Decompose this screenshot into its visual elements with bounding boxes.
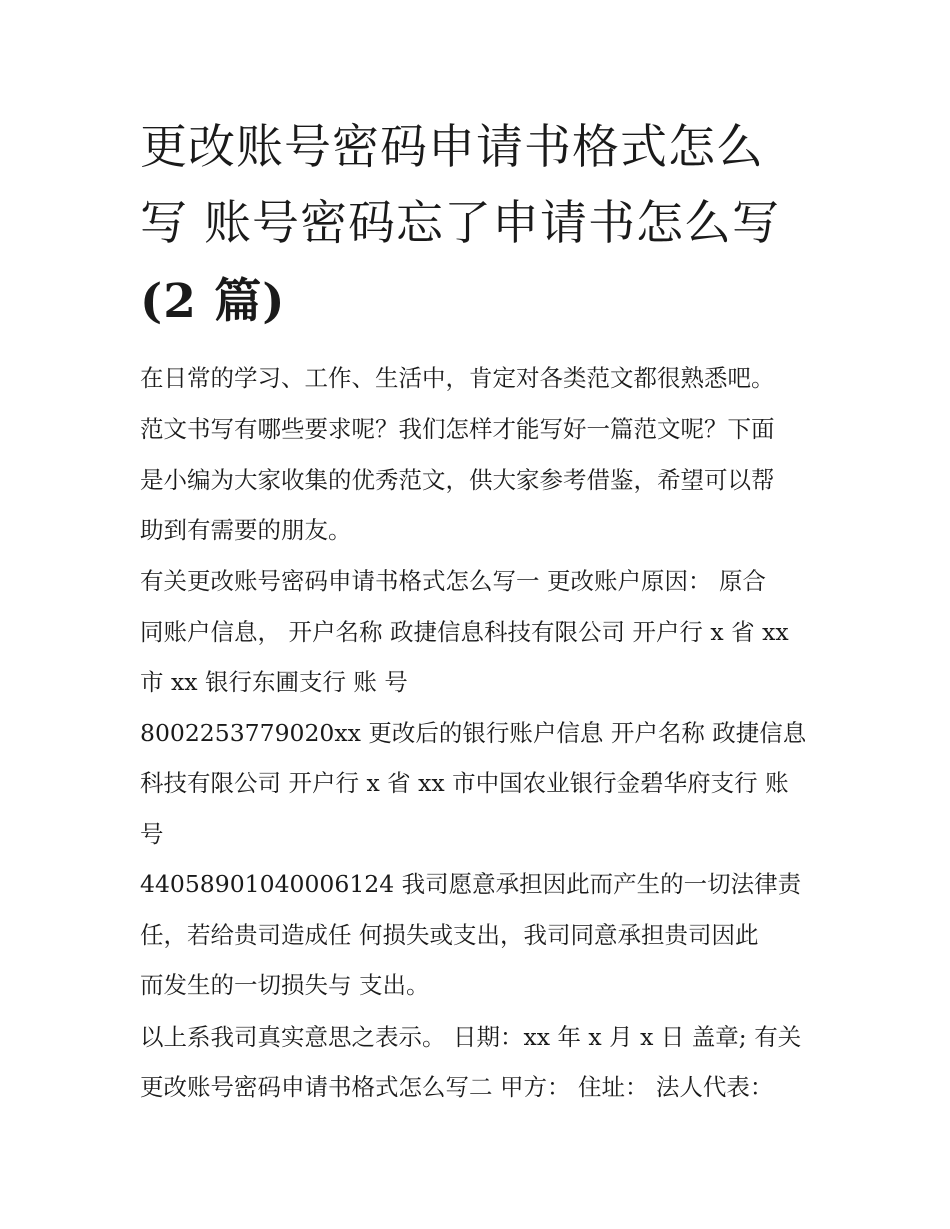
body-line-7: 市 xx 银行东圃支行 账 号 [140, 668, 408, 696]
body-line-6: 同账户信息， 开户名称 政捷信息科技有限公司 开户行 x 省 xx [140, 618, 789, 646]
body-line-13: 而发生的一切损失与 支出。 [140, 971, 430, 999]
body-line-12: 任，若给贵司造成任 何损失或支出，我司同意承担贵司因此 [140, 921, 759, 949]
body-line-8: 8002253779020xx 更改后的银行账户信息 开户名称 政捷信息 [140, 719, 807, 747]
body-line-4: 助到有需要的朋友。 [140, 516, 352, 544]
body-line-10: 号 [140, 820, 164, 848]
body-line-15: 更改账号密码申请书格式怎么写二 甲方： 住址： 法人代表： [140, 1073, 774, 1101]
body-line-3: 是小编为大家收集的优秀范文，供大家参考借鉴，希望可以帮 [140, 466, 775, 494]
body-line-2: 范文书写有哪些要求呢？我们怎样才能写好一篇范文呢？下面 [140, 415, 775, 443]
body-line-14: 以上系我司真实意思之表示。 日期：xx 年 x 月 x 日 盖章; 有关 [140, 1023, 802, 1051]
body-line-5: 有关更改账号密码申请书格式怎么写一 更改账户原因： 原合 [140, 567, 766, 595]
body-line-9: 科技有限公司 开户行 x 省 xx 市中国农业银行金碧华府支行 账 [140, 769, 789, 797]
body-line-11: 44058901040006124 我司愿意承担因此而产生的一切法律责 [140, 870, 802, 898]
document-title-line-1: 更改账号密码申请书格式怎么 [140, 120, 764, 175]
document-title-line-3: (2 篇) [140, 274, 286, 329]
body-line-1: 在日常的学习、工作、生活中，肯定对各类范文都很熟悉吧。 [140, 364, 775, 392]
document-title-line-2: 写 账号密码忘了申请书怎么写 [140, 196, 780, 251]
